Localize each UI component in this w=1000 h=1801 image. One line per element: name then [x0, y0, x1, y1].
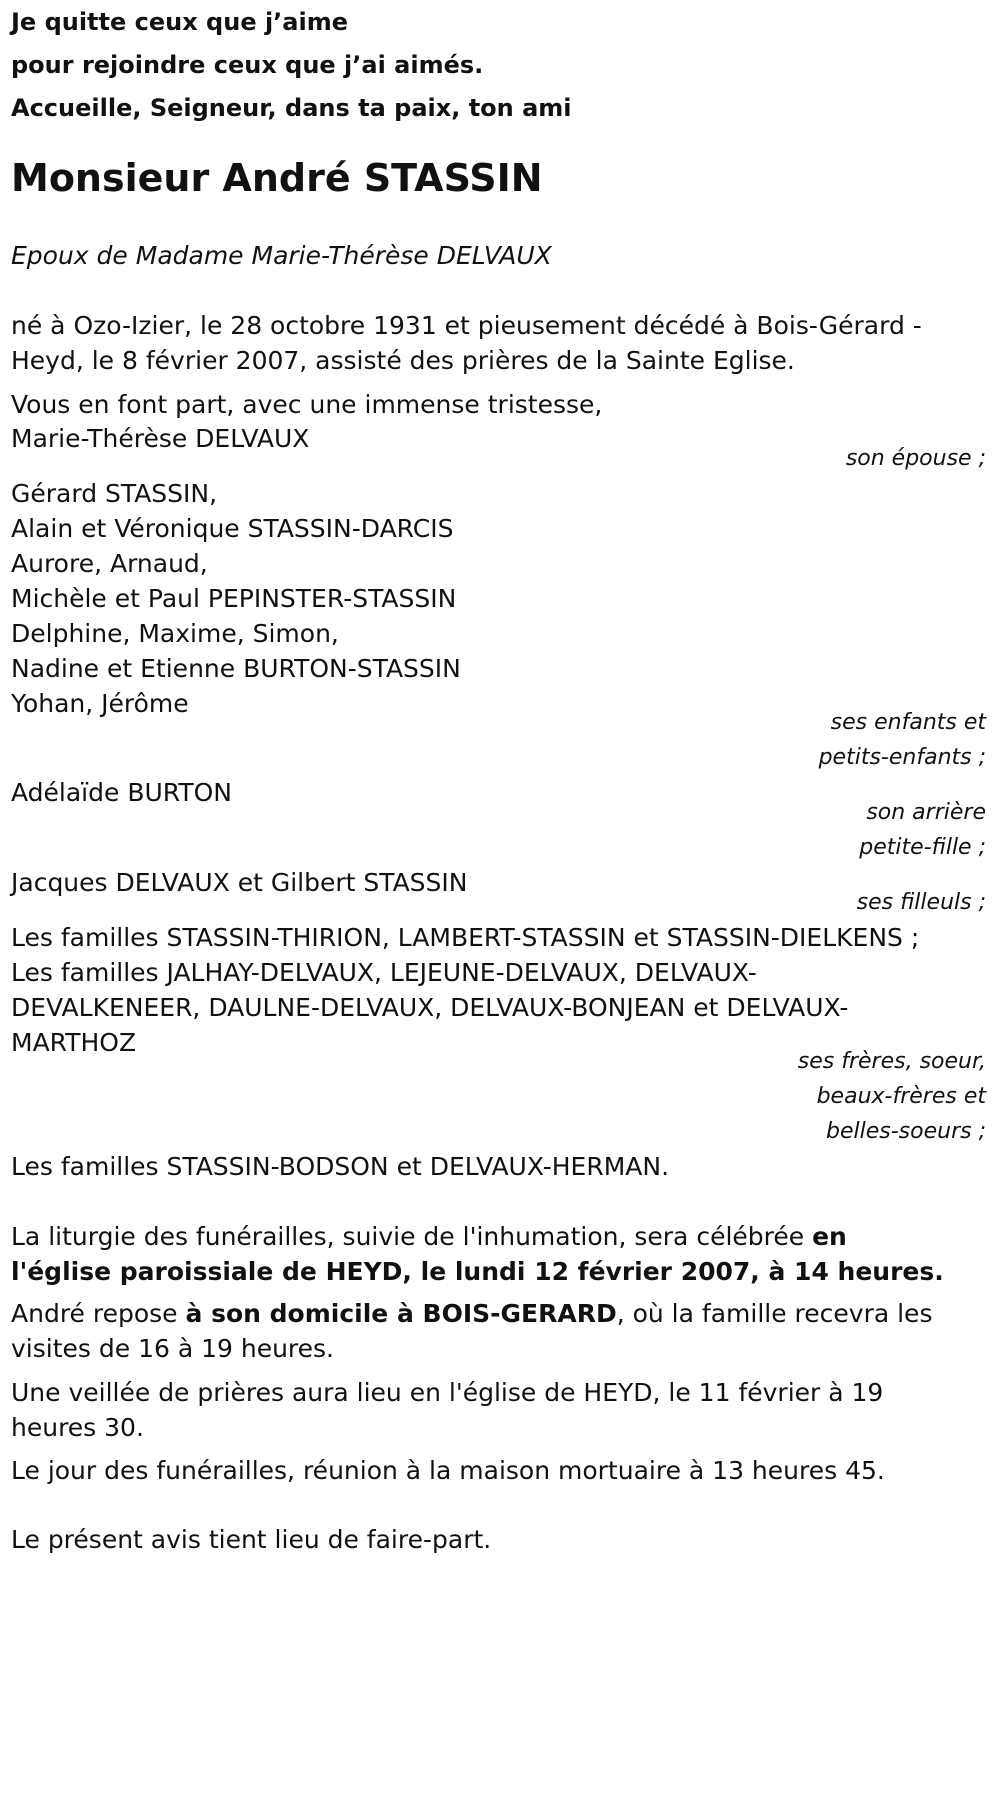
liturgy-text: La liturgie des funérailles, suivie de l'inhumation, sera célébrée	[11, 1222, 813, 1251]
child-line: Gérard STASSIN,	[11, 479, 218, 508]
siblings-line: Les familles JALHAY-DELVAUX, LEJEUNE-DELVAUX, DELVAUX-	[11, 958, 757, 987]
siblings-line: Les familles STASSIN-THIRION, LAMBERT-STASSIN et STASSIN-DIELKENS ;	[11, 923, 920, 952]
verse-line-3: Accueille, Seigneur, dans ta paix, ton ami	[11, 94, 572, 122]
spouse-name: Marie-Thérèse DELVAUX	[11, 424, 310, 453]
vigil-line-1: Une veillée de prières aura lieu en l'église de HEYD, le 11 février à 19	[11, 1378, 884, 1407]
vigil-line-2: heures 30.	[11, 1413, 144, 1442]
godchildren-names: Jacques DELVAUX et Gilbert STASSIN	[11, 868, 468, 897]
visitation-bold: à son domicile à BOIS-GERARD	[185, 1299, 617, 1328]
child-line: Alain et Véronique STASSIN-DARCIS	[11, 514, 454, 543]
deceased-name: Monsieur André STASSIN	[11, 156, 543, 200]
child-line: Yohan, Jérôme	[11, 689, 189, 718]
siblings-relation-3: belles-soeurs ;	[826, 1119, 986, 1144]
intro-line: Vous en font part, avec une immense tristesse,	[11, 390, 603, 419]
spouse-relation: son épouse ;	[845, 446, 986, 471]
liturgy-line-2	[11, 1257, 944, 1286]
visitation-line-1	[11, 1299, 932, 1328]
verse-line-2: pour rejoindre ceux que j’ai aimés.	[11, 51, 484, 79]
child-line: Delphine, Maxime, Simon,	[11, 619, 339, 648]
liturgy-line-1	[11, 1222, 847, 1251]
closing-line: Le présent avis tient lieu de faire-part.	[11, 1525, 492, 1554]
birth-death-line-1: né à Ozo-Izier, le 28 octobre 1931 et pieusement décédé à Bois-Gérard -	[11, 311, 922, 340]
children-relation-2: petits-enfants ;	[818, 745, 986, 770]
godchildren-relation: ses filleuls ;	[856, 890, 986, 915]
great-grandchild-relation-1: son arrière	[866, 800, 986, 825]
liturgy-bold-start: en	[812, 1222, 847, 1251]
siblings-relation-2: beaux-frères et	[816, 1084, 986, 1109]
verse-line-1: Je quitte ceux que j’aime	[11, 8, 349, 36]
visitation-line-2: visites de 16 à 19 heures.	[11, 1334, 334, 1363]
child-line: Michèle et Paul PEPINSTER-STASSIN	[11, 584, 457, 613]
great-grandchild-name: Adélaïde BURTON	[11, 778, 232, 807]
spouse-line: Epoux de Madame Marie-Thérèse DELVAUX	[11, 241, 552, 270]
child-line: Nadine et Etienne BURTON-STASSIN	[11, 654, 461, 683]
meeting-line: Le jour des funérailles, réunion à la maison mortuaire à 13 heures 45.	[11, 1456, 885, 1485]
child-line: Aurore, Arnaud,	[11, 549, 208, 578]
birth-death-line-2: Heyd, le 8 février 2007, assisté des prières de la Sainte Eglise.	[11, 346, 795, 375]
visitation-prefix: André repose	[11, 1299, 186, 1328]
siblings-line: MARTHOZ	[11, 1028, 137, 1057]
visitation-suffix: , où la famille recevra les	[616, 1299, 933, 1328]
siblings-relation-1: ses frères, soeur,	[797, 1049, 986, 1074]
siblings-line: DEVALKENEER, DAULNE-DELVAUX, DELVAUX-BONJEAN et DELVAUX-	[11, 993, 849, 1022]
great-grandchild-relation-2: petite-fille ;	[859, 835, 986, 860]
liturgy-bold-details: l'église paroissiale de HEYD, le lundi 12 février 2007, à 14 heures.	[11, 1257, 944, 1286]
other-families: Les familles STASSIN-BODSON et DELVAUX-HERMAN.	[11, 1152, 670, 1181]
children-relation-1: ses enfants et	[830, 710, 986, 735]
